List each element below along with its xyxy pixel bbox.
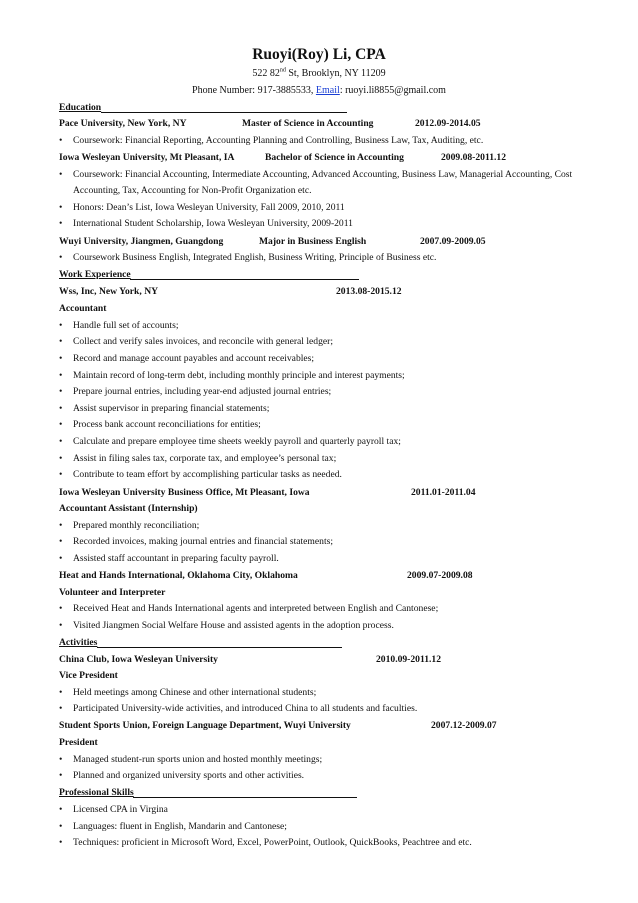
activity-org: China Club, Iowa Wesleyan University — [59, 654, 218, 665]
list-item: • Participated University-wide activities, and introduced China to all students and faculties. — [59, 703, 418, 714]
list-item: • Recorded invoices, making journal entries and financial statements; — [59, 536, 334, 547]
list-item: • Planned and organized university sports and other activities. — [59, 770, 305, 781]
list-item: • Record and manage account payables and account receivables; — [59, 353, 315, 364]
list-item: • International Student Scholarship, Iowa Wesleyan University, 2009-2011 — [59, 218, 353, 229]
work-org: Heat and Hands International, Oklahoma City, Oklahoma — [59, 570, 298, 581]
section-rule — [133, 797, 357, 798]
edu-degree: Master of Science in Accounting — [242, 118, 374, 129]
section-rule — [97, 647, 342, 648]
edu-school: Pace University, New York, NY — [59, 118, 187, 129]
edu-school: Iowa Wesleyan University, Mt Pleasant, IA — [59, 152, 235, 163]
list-item: • Maintain record of long-term debt, including monthly principle and interest payments; — [59, 370, 405, 381]
section-rule — [101, 112, 347, 113]
list-item: • Licensed CPA in Virgina — [59, 804, 168, 815]
work-role: Accountant — [59, 303, 107, 314]
section-work-title: Work Experience — [59, 269, 131, 280]
list-item: • Coursework: Financial Reporting, Accounting Planning and Controlling, Business Law, Tax, Auditing, etc. — [59, 135, 484, 146]
work-dates: 2011.01-2011.04 — [411, 487, 476, 498]
list-item: • Honors: Dean’s List, Iowa Wesleyan University, Fall 2009, 2010, 2011 — [59, 202, 345, 213]
section-skills-title: Professional Skills — [59, 787, 134, 798]
list-item: • Coursework Business English, Integrated English, Business Writing, Principle of Business etc. — [59, 252, 437, 263]
list-item: • Received Heat and Hands International agents and interpreted between English and Cantonese; — [59, 603, 439, 614]
work-org: Iowa Wesleyan University Business Office, Mt Pleasant, Iowa — [59, 487, 310, 498]
email-link[interactable]: Email — [315, 85, 340, 96]
section-rule — [130, 279, 359, 280]
email-address: : ruoyi.li8855@gmail.com — [339, 85, 446, 96]
list-item: • Held meetings among Chinese and other international students; — [59, 687, 317, 698]
candidate-name: Ruoyi(Roy) Li, CPA — [252, 46, 386, 63]
list-item: • Coursework: Financial Accounting, Intermediate Accounting, Advanced Accounting, Business Law, Managerial Accounting, Cost — [59, 169, 573, 180]
activity-role: Vice President — [59, 670, 118, 681]
phone: Phone Number: 917-3885533, — [192, 85, 316, 96]
list-item: • Assisted staff accountant in preparing faculty payroll. — [59, 553, 279, 564]
section-education-title: Education — [59, 102, 102, 113]
work-role: Accountant Assistant (Internship) — [59, 503, 198, 514]
list-item: • Techniques: proficient in Microsoft Word, Excel, PowerPoint, Outlook, QuickBooks, Peachtree and etc. — [59, 837, 472, 848]
list-item: • Prepared monthly reconciliation; — [59, 520, 200, 531]
list-item: • Managed student-run sports union and hosted monthly meetings; — [59, 754, 323, 765]
list-item: • Languages: fluent in English, Mandarin and Cantonese; — [59, 821, 287, 832]
list-item: • Calculate and prepare employee time sheets weekly payroll and quarterly payroll tax; — [59, 436, 401, 447]
list-item-continuation: Accounting, Tax, Accounting for Non-Profit Organization etc. — [73, 185, 312, 196]
list-item: • Prepare journal entries, including year-end adjusted journal entries; — [59, 386, 332, 397]
list-item: • Visited Jiangmen Social Welfare House and assisted agents in the adoption process. — [59, 620, 394, 631]
edu-dates: 2009.08-2011.12 — [441, 152, 507, 163]
address: 522 82nd St, Brooklyn, NY 11209 — [252, 67, 386, 79]
section-activities-title: Activities — [59, 637, 98, 648]
list-item: • Assist in filing sales tax, corporate tax, and employee’s personal tax; — [59, 453, 337, 464]
work-dates: 2013.08-2015.12 — [336, 286, 402, 297]
activity-role: President — [59, 737, 98, 748]
work-dates: 2009.07-2009.08 — [407, 570, 473, 581]
work-org: Wss, Inc, New York, NY — [59, 286, 159, 297]
activity-org: Student Sports Union, Foreign Language Department, Wuyi University — [59, 720, 351, 731]
list-item: • Collect and verify sales invoices, and reconcile with general ledger; — [59, 336, 333, 347]
activity-dates: 2010.09-2011.12 — [376, 654, 442, 665]
list-item: • Process bank account reconciliations for entities; — [59, 419, 261, 430]
list-item: • Handle full set of accounts; — [59, 320, 179, 331]
edu-degree: Bachelor of Science in Accounting — [265, 152, 404, 163]
list-item: • Assist supervisor in preparing financial statements; — [59, 403, 270, 414]
edu-dates: 2007.09-2009.05 — [420, 236, 486, 247]
edu-dates: 2012.09-2014.05 — [415, 118, 481, 129]
list-item: • Contribute to team effort by accomplishing particular tasks as needed. — [59, 469, 342, 480]
contact-line — [0, 85, 638, 96]
activity-dates: 2007.12-2009.07 — [431, 720, 497, 731]
edu-school: Wuyi University, Jiangmen, Guangdong — [59, 236, 224, 247]
work-role: Volunteer and Interpreter — [59, 587, 166, 598]
edu-degree: Major in Business English — [259, 236, 367, 247]
